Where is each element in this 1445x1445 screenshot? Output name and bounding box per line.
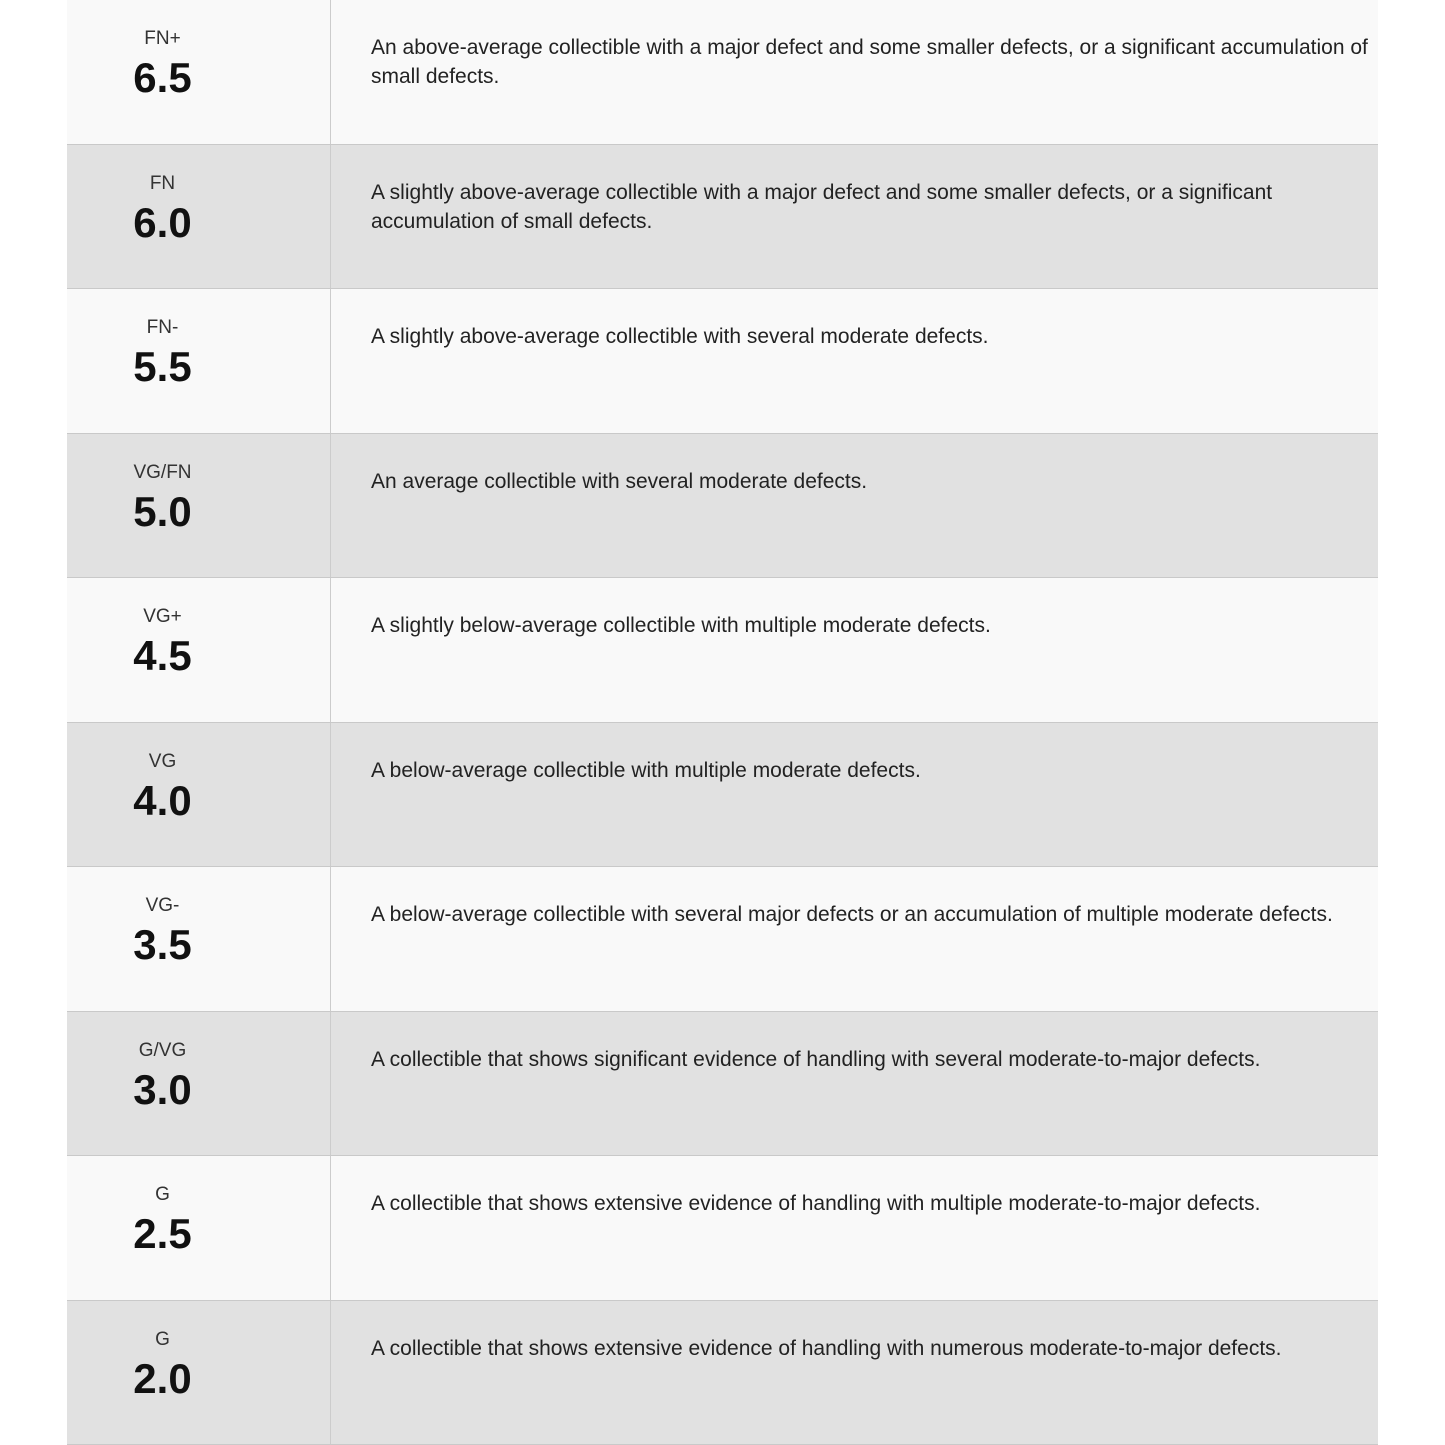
grade-description: A collectible that shows extensive evidence of handling with multiple moderate-to-major defects.: [371, 1192, 1261, 1215]
grade-number: 4.0: [133, 776, 192, 824]
grade-label: VG/FN: [133, 461, 192, 483]
grade-cell: [67, 434, 331, 578]
grade-cell: [67, 578, 331, 722]
grade-label: FN: [149, 172, 176, 194]
grading-scale-table: [67, 0, 1378, 1445]
grade-description: A slightly above-average collectible with several moderate defects.: [371, 325, 989, 348]
grade-number: 2.0: [133, 1354, 192, 1402]
grade-label: VG-: [145, 895, 180, 916]
grade-number: 5.0: [133, 487, 192, 535]
grade-description: An average collectible with several moderate defects.: [371, 469, 868, 493]
table-row: [67, 578, 1378, 723]
grade-description: A below-average collectible with multiple moderate defects.: [371, 758, 921, 782]
grade-description: A collectible that shows extensive evidence of handling with numerous moderate-to-major defects.: [371, 1336, 1282, 1360]
table-row: [67, 145, 1378, 290]
grade-description: An above-average collectible with a major defect and some smaller defects, or a significant accumulation of small defects.: [371, 36, 1368, 88]
grade-number: 5.5: [133, 343, 192, 390]
table-row: [67, 289, 1378, 434]
grade-label: FN-: [146, 317, 179, 338]
grade-number: 3.0: [133, 1065, 192, 1113]
table-row: [67, 1012, 1378, 1157]
grade-cell: [67, 1012, 331, 1156]
table-row: [67, 434, 1378, 579]
grade-number: 6.0: [133, 198, 192, 246]
grade-cell: [67, 1301, 331, 1445]
grade-description: A slightly above-average collectible with a major defect and some smaller defects, or a significant accumulation of small defects.: [371, 180, 1273, 233]
grade-label: VG+: [143, 606, 182, 627]
grade-cell: [67, 0, 331, 144]
grade-cell: [67, 1156, 331, 1300]
grade-cell: [67, 289, 331, 433]
table-row: [67, 0, 1378, 145]
grade-number: 2.5: [133, 1210, 192, 1257]
grade-number: 3.5: [133, 921, 192, 968]
grade-cell: [67, 867, 331, 1011]
grade-cell: [67, 723, 331, 867]
grade-number: 4.5: [133, 632, 192, 679]
table-row: [67, 723, 1378, 868]
grade-label: VG: [148, 750, 177, 772]
table-row: [67, 867, 1378, 1012]
grade-description: A collectible that shows significant evidence of handling with several moderate-to-major defects.: [371, 1047, 1261, 1071]
table-row: [67, 1156, 1378, 1301]
grade-number: 6.5: [133, 54, 192, 101]
grade-label: G/VG: [138, 1039, 187, 1061]
table-row: [67, 1301, 1378, 1445]
grade-description: A below-average collectible with several major defects or an accumulation of multiple moderate defects.: [371, 903, 1333, 926]
grade-description: A slightly below-average collectible with multiple moderate defects.: [371, 614, 991, 637]
grade-cell: [67, 145, 331, 289]
grade-label: FN+: [144, 28, 181, 49]
grade-label: G: [155, 1184, 170, 1205]
grade-label: G: [155, 1328, 170, 1350]
